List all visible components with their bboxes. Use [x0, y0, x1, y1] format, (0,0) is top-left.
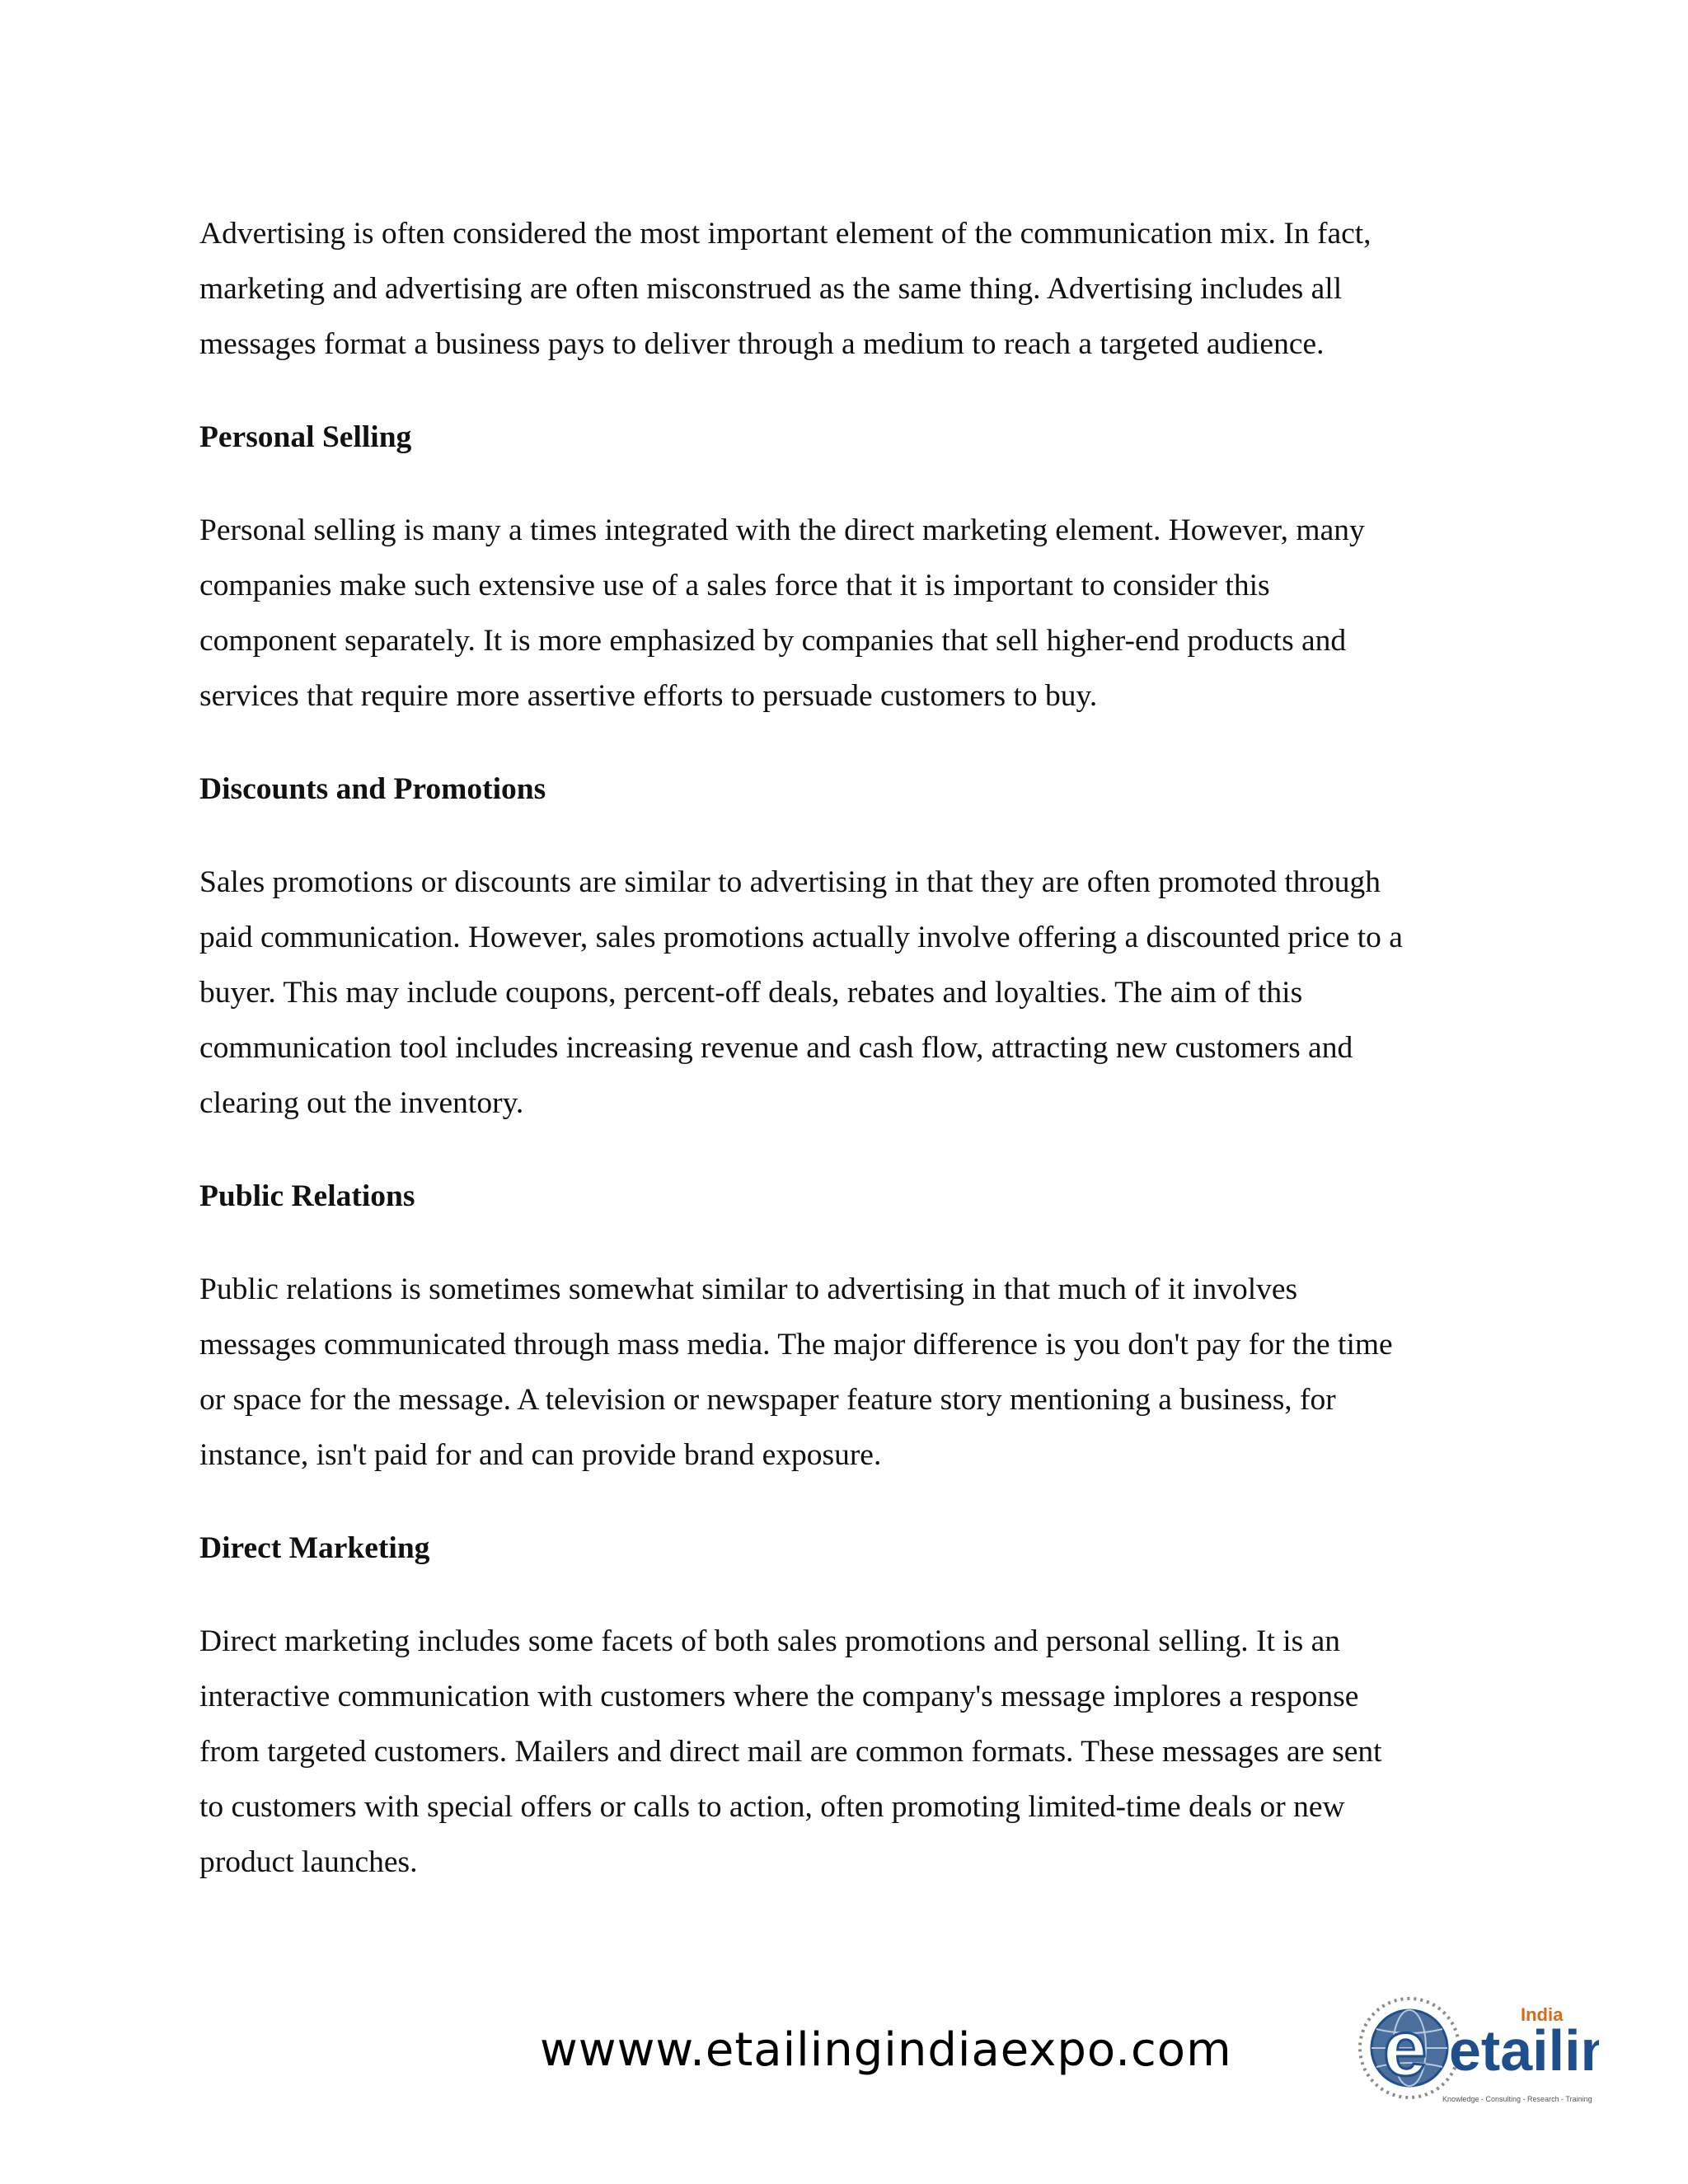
document-body: [199, 206, 1518, 1890]
section-heading-direct-marketing: Direct Marketing: [199, 1531, 430, 1565]
paragraph-line: communication tool includes increasing revenue and cash flow, attracting new customers and: [199, 1031, 1353, 1065]
paragraph-line: or space for the message. A television or newspaper feature story mentioning a business, for: [199, 1383, 1336, 1417]
logo-e-letter: e: [1383, 2004, 1428, 2093]
personal-selling-paragraph: [199, 503, 1518, 724]
logo-tagline: Knowledge - Consulting - Research - Training: [1442, 2095, 1592, 2103]
paragraph-line: Sales promotions or discounts are similar to advertising in that they are often promoted through: [199, 865, 1381, 899]
paragraph-line: to customers with special offers or calls to action, often promoting limited-time deals or new: [199, 1790, 1345, 1824]
etailing-logo-icon: [1352, 1978, 1599, 2118]
paragraph-line: Public relations is sometimes somewhat similar to advertising in that much of it involves: [199, 1272, 1298, 1306]
etailing-india-logo: [1352, 1978, 1599, 2118]
paragraph-line: messages format a business pays to deliver through a medium to reach a targeted audience.: [199, 327, 1325, 361]
paragraph-line: interactive communication with customers where the company's message implores a response: [199, 1680, 1359, 1713]
logo-india-badge: India: [1521, 2004, 1564, 2025]
paragraph-line: product launches.: [199, 1845, 418, 1879]
footer-website-url: wwww.etailingindiaexpo.com: [540, 2023, 1232, 2077]
public-relations-paragraph: [199, 1262, 1518, 1483]
discounts-promotions-paragraph: [199, 855, 1518, 1131]
paragraph-line: from targeted customers. Mailers and direct mail are common formats. These messages are sent: [199, 1735, 1382, 1769]
paragraph-line: component separately. It is more emphasized by companies that sell higher-end products and: [199, 624, 1347, 658]
direct-marketing-paragraph: [199, 1614, 1518, 1890]
paragraph-line: Advertising is often considered the most important element of the communication mix. In fact,: [199, 217, 1372, 251]
paragraph-line: clearing out the inventory.: [199, 1086, 524, 1120]
paragraph-line: marketing and advertising are often misconstrued as the same thing. Advertising includes all: [199, 272, 1343, 306]
paragraph-line: buyer. This may include coupons, percent-off deals, rebates and loyalties. The aim of this: [199, 976, 1303, 1010]
paragraph-line: paid communication. However, sales promotions actually involve offering a discounted price to a: [199, 921, 1403, 954]
section-heading-discounts-promotions: Discounts and Promotions: [199, 772, 546, 806]
section-heading-public-relations: Public Relations: [199, 1179, 415, 1213]
paragraph-line: Direct marketing includes some facets of both sales promotions and personal selling. It is an: [199, 1624, 1341, 1658]
paragraph-line: messages communicated through mass media. The major difference is you don't pay for the time: [199, 1328, 1393, 1361]
paragraph-line: Personal selling is many a times integrated with the direct marketing element. However, many: [199, 513, 1365, 547]
paragraph-line: companies make such extensive use of a sales force that it is important to consider this: [199, 569, 1270, 602]
logo-wordmark: etailin: [1449, 2018, 1599, 2083]
intro-paragraph: [199, 206, 1518, 372]
section-heading-personal-selling: Personal Selling: [199, 420, 412, 454]
paragraph-line: services that require more assertive efforts to persuade customers to buy.: [199, 679, 1098, 713]
paragraph-line: instance, isn't paid for and can provide brand exposure.: [199, 1438, 882, 1472]
